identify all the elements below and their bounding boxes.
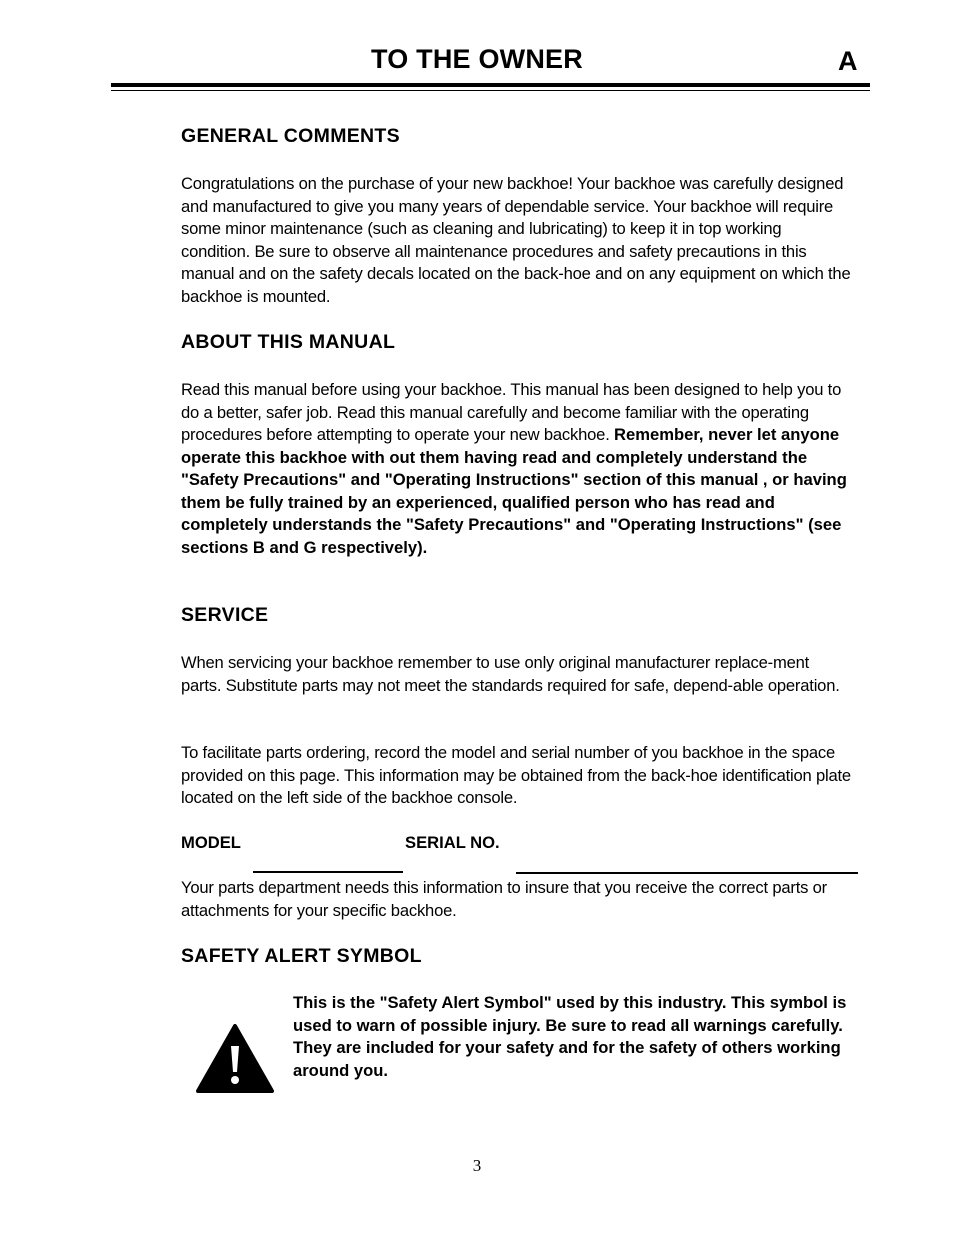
service-body-3: Your parts department needs this information to insure that you receive the correct parts or attachments for your specific backhoe. — [181, 878, 828, 920]
serial-number-label: SERIAL NO. — [405, 833, 500, 852]
about-manual-section — [181, 379, 853, 559]
general-comments-body: Congratulations on the purchase of your new backhoe! Your backhoe was carefully designed and manufactured to give you many years of dependable service. Your backhoe will require some minor maintenance (such as cleaning and lubricating) to keep it in top working condition. Be sure to observe all maintenance procedures and safety precautions in this manual and on the safety decals located on the back-hoe and on any equipment on which the backhoe is mounted. — [181, 174, 851, 306]
general-comments-heading: GENERAL COMMENTS — [181, 125, 400, 147]
model-entry-line — [253, 871, 403, 873]
serial-number-entry-line — [516, 872, 858, 874]
safety-alert-heading: SAFETY ALERT SYMBOL — [181, 945, 422, 967]
about-manual-warning: Remember, never let anyone operate this backhoe with out them having read and completely understand the "Safety Precautions" and "Operating Instructions" section of this manual , or having them be fully trained by an experienced, qualified person who has read and completely understands the "Safety Precautions" and "Operating Instructions" (see sections B and G respectively). — [181, 425, 847, 557]
about-manual-heading: ABOUT THIS MANUAL — [181, 331, 396, 353]
warning-triangle-icon — [196, 1024, 274, 1094]
service-heading: SERVICE — [181, 604, 269, 626]
safety-alert-text: This is the "Safety Alert Symbol" used by this industry. This symbol is used to warn of possible injury. Be sure to read all warnings carefully. They are included for your safety and for the safety of others working around you. — [293, 993, 847, 1080]
service-body-2: To facilitate parts ordering, record the model and serial number of you backhoe in the space provided on this page. This information may be obtained from the back-hoe identification plate located on the left side of the backhoe console. — [181, 743, 851, 807]
page-number: 3 — [472, 1156, 482, 1175]
header-rule-thin — [111, 90, 870, 91]
page-title: TO THE OWNER — [371, 44, 583, 74]
section-letter: A — [838, 46, 858, 76]
header-rule-thick — [111, 83, 870, 87]
model-label: MODEL — [181, 833, 241, 852]
about-manual-body: Read this manual before using your backhoe. This manual has been designed to help you to do a better, safer job. Read this manual carefully and become familiar with the operating procedures before attempting to operate your new backhoe. — [181, 380, 842, 444]
service-body-1: When servicing your backhoe remember to use only original manufacturer replace-ment parts. Substitute parts may not meet the standards required for safe, depend-able operation. — [181, 653, 840, 695]
